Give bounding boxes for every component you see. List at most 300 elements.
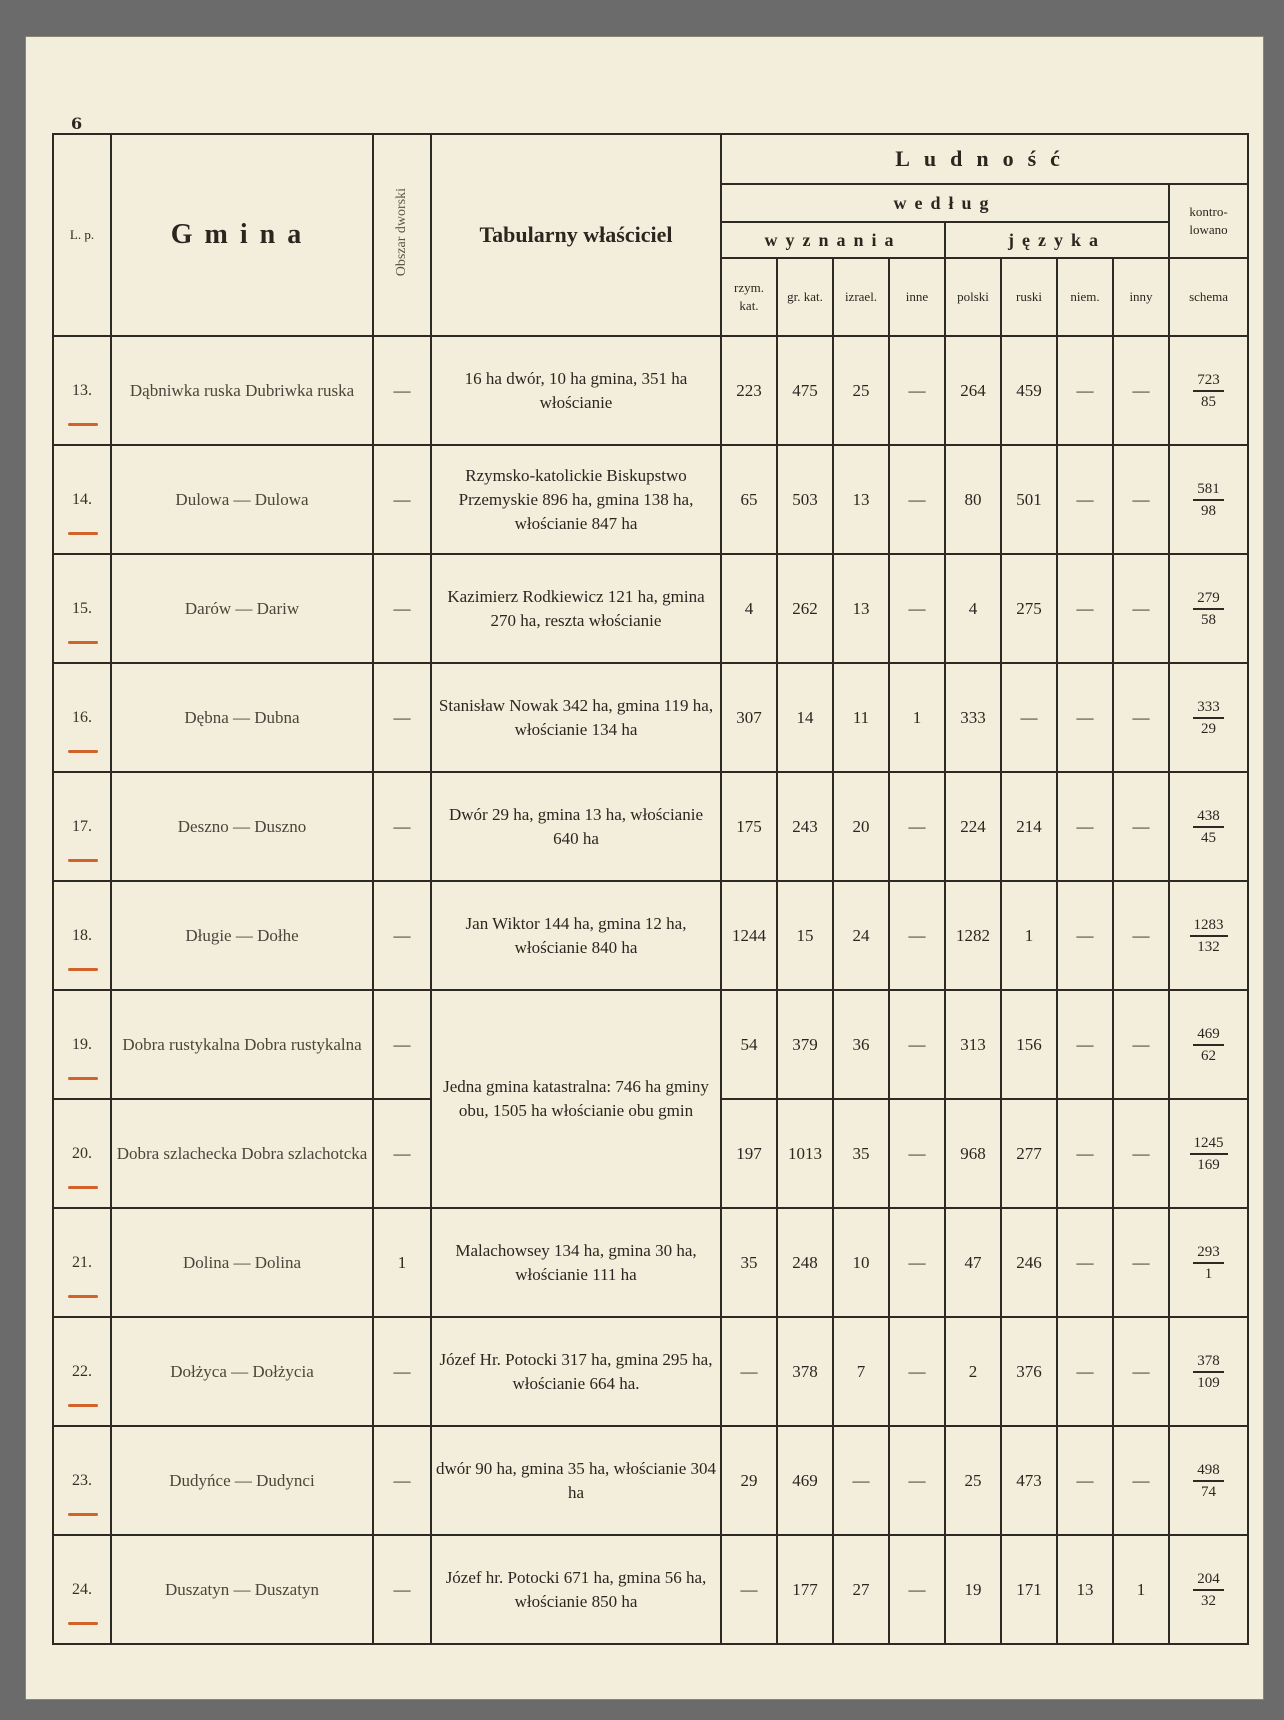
count-pol-cell-text: 19 (964, 1579, 982, 1599)
count-gr-cell-text: 1013 (788, 1143, 822, 1163)
count-inny-cell-text: — (1132, 707, 1150, 727)
count-inny-cell-text: — (1132, 1143, 1150, 1163)
population-table (52, 133, 1249, 1645)
table-row (53, 990, 1248, 1099)
count-gr-cell-text: 475 (792, 380, 818, 400)
gmina-name-cell-text: Dębna — Dubna (184, 707, 300, 727)
pencil-underline-mark (68, 423, 98, 426)
gmina-name-cell-text: Dudyńce — Dudynci (169, 1470, 315, 1490)
count-inne-cell-text: — (908, 380, 926, 400)
count-inny-cell (1113, 1317, 1169, 1426)
gmina-name-cell-text: Dąbniwka ruska Dubriwka ruska (129, 380, 355, 400)
obszar-cell (373, 881, 431, 990)
fraction-bottom: 169 (1197, 1156, 1220, 1173)
count-inny-cell (1113, 1099, 1169, 1208)
control-fraction-cell (1169, 336, 1248, 445)
count-inne-cell (889, 445, 945, 554)
count-rus-cell-text: 501 (1016, 489, 1042, 509)
count-izr-cell (833, 772, 889, 881)
count-rzym-cell (721, 1208, 777, 1317)
count-inne-cell (889, 554, 945, 663)
count-rzym-cell (721, 1099, 777, 1208)
control-fraction (1190, 1134, 1228, 1174)
owner-cell-text: Józef hr. Potocki 671 ha, gmina 56 ha, włościanie 850 ha (445, 1567, 707, 1611)
fraction-bottom: 74 (1201, 1483, 1217, 1500)
count-inny-cell (1113, 554, 1169, 663)
count-inne-cell-text: — (908, 925, 926, 945)
count-inne-cell (889, 1426, 945, 1535)
count-inny-cell-text: — (1132, 1252, 1150, 1272)
count-inne-cell-text: — (908, 1361, 926, 1381)
count-niem-cell (1057, 1208, 1113, 1317)
count-inne-cell (889, 1099, 945, 1208)
count-inny-cell (1113, 1535, 1169, 1644)
row-lp-cell (53, 1535, 111, 1644)
control-fraction (1193, 371, 1224, 411)
count-rus-cell-text: — (1020, 707, 1038, 727)
count-pol-cell (945, 336, 1001, 445)
count-gr-cell (777, 990, 833, 1099)
count-niem-cell-text: — (1076, 1143, 1094, 1163)
fraction-bottom: 98 (1201, 502, 1217, 519)
count-izr-cell-text: 7 (856, 1361, 866, 1381)
count-inny-cell (1113, 1426, 1169, 1535)
count-niem-cell (1057, 1099, 1113, 1208)
count-pol-cell (945, 663, 1001, 772)
obszar-cell-text: — (393, 1361, 411, 1381)
obszar-cell (373, 336, 431, 445)
count-rus-cell-text: 459 (1016, 380, 1042, 400)
control-fraction (1193, 1025, 1224, 1065)
count-rzym-cell (721, 1317, 777, 1426)
count-niem-cell (1057, 445, 1113, 554)
count-rzym-cell (721, 445, 777, 554)
count-rus-cell-text: 214 (1016, 816, 1042, 836)
obszar-cell (373, 1099, 431, 1208)
count-gr-cell (777, 772, 833, 881)
count-rzym-cell (721, 1535, 777, 1644)
header-tabularny: Tabularny właściciel (431, 134, 721, 336)
owner-cell (431, 990, 721, 1208)
count-rzym-cell-text: 54 (740, 1034, 758, 1054)
gmina-name-cell-text: Dołżyca — Dołżycia (170, 1361, 314, 1381)
count-pol-cell (945, 881, 1001, 990)
count-inny-cell-text: — (1132, 489, 1150, 509)
gmina-name-cell (111, 772, 373, 881)
obszar-cell (373, 554, 431, 663)
obszar-cell (373, 445, 431, 554)
count-niem-cell-text: — (1076, 489, 1094, 509)
obszar-cell-text: 1 (397, 1252, 407, 1272)
count-gr-cell (777, 445, 833, 554)
header-obszar: Obszar dworski (373, 134, 431, 336)
count-niem-cell-text: — (1076, 816, 1094, 836)
control-fraction-cell (1169, 772, 1248, 881)
count-izr-cell (833, 663, 889, 772)
control-fraction (1193, 698, 1224, 738)
count-pol-cell (945, 1208, 1001, 1317)
count-gr-cell (777, 1317, 833, 1426)
table-row (53, 663, 1248, 772)
header-gmina: Gmina (111, 134, 373, 336)
count-inny-cell (1113, 663, 1169, 772)
count-inne-cell-text: — (908, 1252, 926, 1272)
count-inne-cell (889, 881, 945, 990)
count-rzym-cell-text: 65 (740, 489, 758, 509)
count-niem-cell (1057, 990, 1113, 1099)
fraction-top: 1283 (1190, 916, 1228, 937)
row-lp-cell (53, 1208, 111, 1317)
fraction-bottom: 32 (1201, 1592, 1217, 1609)
count-inny-cell-text: — (1132, 925, 1150, 945)
count-rus-cell-text: 277 (1016, 1143, 1042, 1163)
count-rus-cell-text: 246 (1016, 1252, 1042, 1272)
count-izr-cell-text: 13 (852, 489, 870, 509)
obszar-cell-text: — (393, 707, 411, 727)
count-pol-cell (945, 1317, 1001, 1426)
control-fraction (1190, 916, 1228, 956)
control-fraction-cell (1169, 1317, 1248, 1426)
count-izr-cell-text: 36 (852, 1034, 870, 1054)
row-lp-cell (53, 990, 111, 1099)
count-gr-cell-text: 469 (792, 1470, 818, 1490)
owner-cell-text: Jan Wiktor 144 ha, gmina 12 ha, włościanie 840 ha (465, 913, 687, 957)
count-inne-cell-text: — (908, 1470, 926, 1490)
count-inne-cell-text: — (908, 816, 926, 836)
count-gr-cell (777, 881, 833, 990)
fraction-top: 498 (1193, 1461, 1224, 1482)
count-inne-cell (889, 772, 945, 881)
count-pol-cell (945, 990, 1001, 1099)
count-izr-cell (833, 336, 889, 445)
count-rus-cell (1001, 445, 1057, 554)
owner-cell (431, 663, 721, 772)
fraction-bottom: 109 (1197, 1374, 1220, 1391)
pencil-underline-mark (68, 532, 98, 535)
header-izrael: izrael. (833, 258, 889, 336)
count-gr-cell (777, 554, 833, 663)
count-rzym-cell (721, 663, 777, 772)
count-izr-cell-text: 20 (852, 816, 870, 836)
obszar-cell-text: — (393, 598, 411, 618)
count-niem-cell (1057, 336, 1113, 445)
header-schema: schema (1169, 258, 1248, 336)
count-inny-cell (1113, 772, 1169, 881)
count-niem-cell-text: — (1076, 598, 1094, 618)
count-rzym-cell-text: 29 (740, 1470, 758, 1490)
row-lp-cell (53, 1317, 111, 1426)
count-rus-cell (1001, 554, 1057, 663)
count-niem-cell (1057, 663, 1113, 772)
pencil-underline-mark (68, 968, 98, 971)
count-izr-cell-text: 13 (852, 598, 870, 618)
pencil-underline-mark (68, 641, 98, 644)
row-lp-cell-text: 17. (72, 817, 92, 835)
owner-cell-text: Malachowsey 134 ha, gmina 30 ha, włościanie 111 ha (455, 1240, 697, 1284)
count-niem-cell-text: 13 (1076, 1579, 1094, 1599)
control-fraction-cell (1169, 1535, 1248, 1644)
header-niem: niem. (1057, 258, 1113, 336)
count-inny-cell-text: 1 (1136, 1579, 1146, 1599)
count-pol-cell-text: 333 (960, 707, 986, 727)
count-niem-cell (1057, 1426, 1113, 1535)
count-rus-cell-text: 473 (1016, 1470, 1042, 1490)
count-inne-cell-text: — (908, 1579, 926, 1599)
fraction-bottom: 1 (1204, 1265, 1213, 1282)
obszar-cell-text: — (393, 380, 411, 400)
count-gr-cell (777, 1535, 833, 1644)
fraction-top: 438 (1193, 807, 1224, 828)
owner-cell-text: Kazimierz Rodkiewicz 121 ha, gmina 270 ha, reszta włościanie (447, 586, 705, 630)
count-inny-cell-text: — (1132, 816, 1150, 836)
count-rzym-cell-text: 223 (736, 380, 762, 400)
fraction-top: 333 (1193, 698, 1224, 719)
row-lp-cell (53, 1099, 111, 1208)
header-gr-kat: gr. kat. (777, 258, 833, 336)
count-pol-cell-text: 80 (964, 489, 982, 509)
control-fraction (1193, 1352, 1224, 1392)
count-inne-cell (889, 1208, 945, 1317)
count-pol-cell-text: 47 (964, 1252, 982, 1272)
count-rus-cell (1001, 772, 1057, 881)
count-rus-cell (1001, 1317, 1057, 1426)
control-fraction-cell (1169, 881, 1248, 990)
count-pol-cell-text: 1282 (956, 925, 990, 945)
row-lp-cell-text: 19. (72, 1035, 92, 1053)
count-pol-cell (945, 1099, 1001, 1208)
header-inny: inny (1113, 258, 1169, 336)
count-gr-cell-text: 14 (796, 707, 814, 727)
count-inny-cell-text: — (1132, 598, 1150, 618)
count-izr-cell-text: 24 (852, 925, 870, 945)
obszar-cell (373, 1208, 431, 1317)
owner-cell (431, 554, 721, 663)
count-rus-cell (1001, 1535, 1057, 1644)
count-izr-cell (833, 1535, 889, 1644)
count-niem-cell (1057, 1535, 1113, 1644)
count-gr-cell-text: 378 (792, 1361, 818, 1381)
control-fraction-cell (1169, 663, 1248, 772)
obszar-cell (373, 1535, 431, 1644)
owner-cell (431, 336, 721, 445)
count-niem-cell (1057, 554, 1113, 663)
gmina-name-cell-text: Dobra szlachecka Dobra szlachotcka (116, 1143, 368, 1163)
owner-cell-text: Józef Hr. Potocki 317 ha, gmina 295 ha, włościanie 664 ha. (439, 1349, 713, 1393)
control-fraction (1193, 1570, 1224, 1610)
count-izr-cell (833, 445, 889, 554)
count-gr-cell-text: 243 (792, 816, 818, 836)
fraction-bottom: 132 (1197, 938, 1220, 955)
count-izr-cell-text: 25 (852, 380, 870, 400)
count-inne-cell-text: — (908, 1034, 926, 1054)
count-inne-cell-text: — (908, 598, 926, 618)
pencil-underline-mark (68, 859, 98, 862)
count-rzym-cell (721, 554, 777, 663)
gmina-name-cell (111, 1099, 373, 1208)
count-inny-cell-text: — (1132, 1470, 1150, 1490)
count-rus-cell-text: 376 (1016, 1361, 1042, 1381)
pencil-underline-mark (68, 1186, 98, 1189)
count-izr-cell (833, 1099, 889, 1208)
row-lp-cell-text: 15. (72, 599, 92, 617)
count-rzym-cell-text: — (740, 1579, 758, 1599)
count-inny-cell-text: — (1132, 380, 1150, 400)
gmina-name-cell (111, 445, 373, 554)
count-izr-cell-text: 27 (852, 1579, 870, 1599)
count-niem-cell-text: — (1076, 1470, 1094, 1490)
count-rus-cell (1001, 1099, 1057, 1208)
count-rus-cell (1001, 1208, 1057, 1317)
control-fraction-cell (1169, 445, 1248, 554)
gmina-name-cell-text: Deszno — Duszno (177, 816, 307, 836)
count-inny-cell-text: — (1132, 1034, 1150, 1054)
count-pol-cell-text: 2 (968, 1361, 978, 1381)
pencil-underline-mark (68, 1404, 98, 1407)
header-ludnosc: Ludność (721, 134, 1248, 184)
count-rus-cell (1001, 336, 1057, 445)
owner-cell-text: Rzymsko-katolickie Biskupstwo Przemyskie 896 ha, gmina 138 ha, włościanie 847 ha (458, 465, 694, 533)
count-rus-cell (1001, 881, 1057, 990)
count-gr-cell (777, 663, 833, 772)
count-pol-cell-text: 224 (960, 816, 986, 836)
gmina-name-cell-text: Dulowa — Dulowa (175, 489, 309, 509)
count-izr-cell (833, 1426, 889, 1535)
row-lp-cell-text: 20. (72, 1144, 92, 1162)
count-inny-cell (1113, 1208, 1169, 1317)
count-rzym-cell-text: — (740, 1361, 758, 1381)
count-rzym-cell-text: 307 (736, 707, 762, 727)
count-rzym-cell-text: 4 (744, 598, 754, 618)
count-gr-cell (777, 1208, 833, 1317)
count-pol-cell-text: 25 (964, 1470, 982, 1490)
gmina-name-cell (111, 1208, 373, 1317)
count-inne-cell (889, 1317, 945, 1426)
control-fraction (1193, 480, 1224, 520)
obszar-cell (373, 663, 431, 772)
obszar-cell-text: — (393, 1034, 411, 1054)
count-rus-cell-text: 171 (1016, 1579, 1042, 1599)
control-fraction-cell (1169, 1099, 1248, 1208)
obszar-cell-text: — (393, 1143, 411, 1163)
header-polski: polski (945, 258, 1001, 336)
row-lp-cell (53, 554, 111, 663)
count-niem-cell-text: — (1076, 1361, 1094, 1381)
count-pol-cell (945, 1426, 1001, 1535)
owner-cell (431, 881, 721, 990)
count-rus-cell-text: 156 (1016, 1034, 1042, 1054)
owner-cell (431, 1208, 721, 1317)
count-niem-cell-text: — (1076, 925, 1094, 945)
count-izr-cell-text: 11 (852, 707, 870, 727)
fraction-top: 378 (1193, 1352, 1224, 1373)
count-niem-cell (1057, 772, 1113, 881)
fraction-top: 204 (1193, 1570, 1224, 1591)
table-row (53, 445, 1248, 554)
gmina-name-cell-text: Dolina — Dolina (182, 1252, 302, 1272)
row-lp-cell-text: 22. (72, 1362, 92, 1380)
control-fraction (1193, 1461, 1224, 1501)
count-izr-cell (833, 1317, 889, 1426)
count-niem-cell-text: — (1076, 1034, 1094, 1054)
owner-cell (431, 772, 721, 881)
table-row (53, 1208, 1248, 1317)
owner-cell-text: 16 ha dwór, 10 ha gmina, 351 ha włościanie (464, 368, 688, 412)
pencil-underline-mark (68, 1513, 98, 1516)
control-fraction-cell (1169, 990, 1248, 1099)
obszar-cell-text: — (393, 816, 411, 836)
owner-cell (431, 1535, 721, 1644)
count-inny-cell (1113, 336, 1169, 445)
fraction-top: 581 (1193, 480, 1224, 501)
header-jezyka: języka (945, 222, 1169, 258)
gmina-name-cell (111, 1317, 373, 1426)
gmina-name-cell (111, 1426, 373, 1535)
count-niem-cell-text: — (1076, 380, 1094, 400)
row-lp-cell-text: 16. (72, 708, 92, 726)
row-lp-cell-text: 14. (72, 490, 92, 508)
count-rzym-cell (721, 772, 777, 881)
pencil-underline-mark (68, 1295, 98, 1298)
count-gr-cell (777, 1426, 833, 1535)
pencil-underline-mark (68, 750, 98, 753)
count-gr-cell-text: 248 (792, 1252, 818, 1272)
count-inny-cell (1113, 881, 1169, 990)
count-gr-cell-text: 177 (792, 1579, 818, 1599)
table-row (53, 1426, 1248, 1535)
header-ruski: ruski (1001, 258, 1057, 336)
count-rzym-cell-text: 175 (736, 816, 762, 836)
gmina-name-cell (111, 1535, 373, 1644)
obszar-cell (373, 1426, 431, 1535)
count-gr-cell-text: 379 (792, 1034, 818, 1054)
header-kontrolowano: kontro-lowano (1169, 184, 1248, 258)
row-lp-cell-text: 21. (72, 1253, 92, 1271)
fraction-top: 469 (1193, 1025, 1224, 1046)
owner-cell-text: dwór 90 ha, gmina 35 ha, włościanie 304 ha (436, 1458, 716, 1502)
count-izr-cell-text: 35 (852, 1143, 870, 1163)
row-lp-cell-text: 24. (72, 1580, 92, 1598)
table-row (53, 1535, 1248, 1644)
count-rzym-cell-text: 197 (736, 1143, 762, 1163)
obszar-cell-text: — (393, 1470, 411, 1490)
count-izr-cell-text: — (852, 1470, 870, 1490)
count-inne-cell (889, 1535, 945, 1644)
count-inny-cell-text: — (1132, 1361, 1150, 1381)
count-pol-cell-text: 313 (960, 1034, 986, 1054)
count-izr-cell (833, 881, 889, 990)
control-fraction (1193, 807, 1224, 847)
pencil-underline-mark (68, 1622, 98, 1625)
count-inne-cell (889, 990, 945, 1099)
table-row (53, 881, 1248, 990)
control-fraction (1193, 589, 1224, 629)
gmina-name-cell-text: Dobra rustykalna Dobra rustykalna (122, 1034, 362, 1054)
count-inne-cell (889, 663, 945, 772)
count-pol-cell-text: 968 (960, 1143, 986, 1163)
count-izr-cell (833, 990, 889, 1099)
control-fraction (1193, 1243, 1224, 1283)
count-pol-cell (945, 1535, 1001, 1644)
count-gr-cell (777, 336, 833, 445)
count-inne-cell-text: — (908, 1143, 926, 1163)
count-inny-cell (1113, 445, 1169, 554)
owner-cell (431, 1426, 721, 1535)
gmina-name-cell (111, 881, 373, 990)
header-lp: L. p. (53, 134, 111, 336)
control-fraction-cell (1169, 1208, 1248, 1317)
row-lp-cell (53, 336, 111, 445)
row-lp-cell (53, 445, 111, 554)
